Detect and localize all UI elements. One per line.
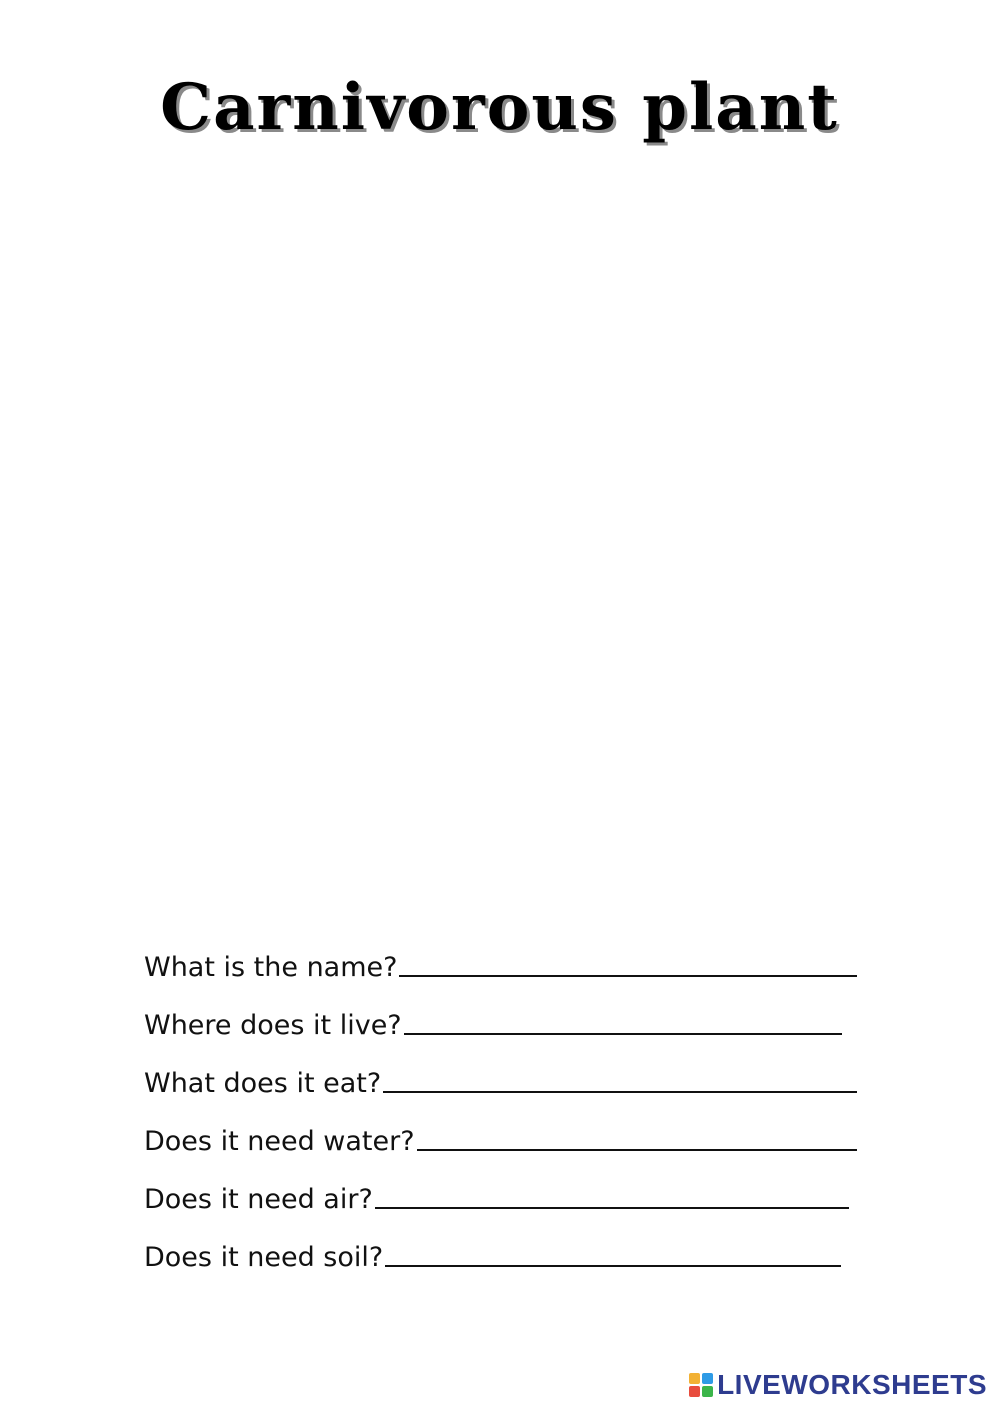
question-label: Does it need soil? <box>144 1242 384 1273</box>
answer-line <box>385 1265 841 1267</box>
logo-block <box>702 1373 713 1384</box>
logo-block <box>702 1386 713 1397</box>
question-label: What is the name? <box>144 952 398 983</box>
brand-name: LIVEWORKSHEETS <box>717 1369 987 1400</box>
page-title: Carnivorous plant <box>160 70 839 145</box>
answer-line <box>399 975 857 977</box>
liveworksheets-brand <box>689 1367 987 1403</box>
logo-block <box>689 1373 700 1384</box>
question-row-air <box>144 1157 874 1215</box>
question-row-name <box>144 925 874 983</box>
answer-line <box>417 1149 857 1151</box>
question-list <box>144 925 874 1273</box>
question-row-habitat <box>144 983 874 1041</box>
question-label: Does it need air? <box>144 1184 373 1215</box>
answer-line <box>383 1091 857 1093</box>
answer-line <box>375 1207 849 1209</box>
question-row-food <box>144 1041 874 1099</box>
question-label: What does it eat? <box>144 1068 382 1099</box>
question-label: Where does it live? <box>144 1010 402 1041</box>
logo-block <box>689 1386 700 1397</box>
question-row-soil <box>144 1215 874 1273</box>
answer-line <box>404 1033 842 1035</box>
liveworksheets-logo-icon <box>689 1373 713 1397</box>
question-row-water <box>144 1099 874 1157</box>
question-label: Does it need water? <box>144 1126 415 1157</box>
